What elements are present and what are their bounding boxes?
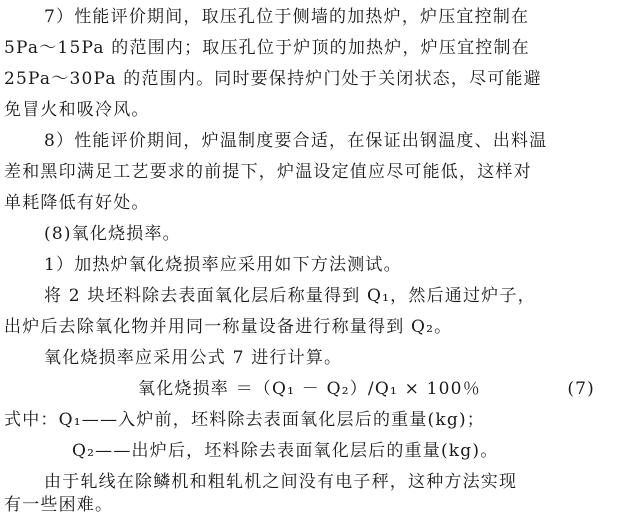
text-line-1: 7）性能评价期间，取压孔位于侧墙的加热炉，炉压宜控制在 <box>44 7 530 27</box>
text-line-3: 25Pa～30Pa 的范围内。同时要保持炉门处于关闭状态，尽可能避 <box>4 69 542 89</box>
formula-text: 氧化烧损率 ＝（Q₁ － Q₂）/Q₁ × 100％ <box>138 379 481 399</box>
text-line-15: Q₂——出炉后，坯料除去表面氧化层后的重量(kg)。 <box>72 441 499 461</box>
text-line-14: 式中：Q₁——入炉前，坯料除去表面氧化层后的重量(kg)； <box>4 410 485 430</box>
text-line-11: 出炉后去除氧化物并用同一称量设备进行称量得到 Q₂。 <box>4 317 453 337</box>
text-line-12: 氧化烧损率应采用公式 7 进行计算。 <box>44 348 343 368</box>
text-line-17: 有一些困难。 <box>4 495 114 514</box>
text-line-4: 免冒火和吸冷风。 <box>4 100 150 120</box>
text-line-10: 将 2 块坯料除去表面氧化层后称量得到 Q₁，然后通过炉子， <box>44 286 536 306</box>
equation-number: (7) <box>567 379 595 399</box>
text-line-9: 1）加热炉氧化烧损率应采用如下方法测试。 <box>44 255 402 275</box>
text-line-5: 8）性能评价期间，炉温制度要合适，在保证出钢温度、出料温 <box>44 131 548 151</box>
section-heading: (8)氧化烧损率。 <box>44 224 181 244</box>
text-line-7: 单耗降低有好处。 <box>4 193 150 213</box>
text-line-2: 5Pa～15Pa 的范围内；取压孔位于炉顶的加热炉，炉压宜控制在 <box>4 38 530 58</box>
text-line-16: 由于轧线在除鳞机和粗轧机之间没有电子秤，这种方法实现 <box>44 472 518 492</box>
formula-line <box>0 376 621 402</box>
text-line-6: 差和黑印满足工艺要求的前提下，炉温设定值应尽可能低，这样对 <box>4 162 532 182</box>
